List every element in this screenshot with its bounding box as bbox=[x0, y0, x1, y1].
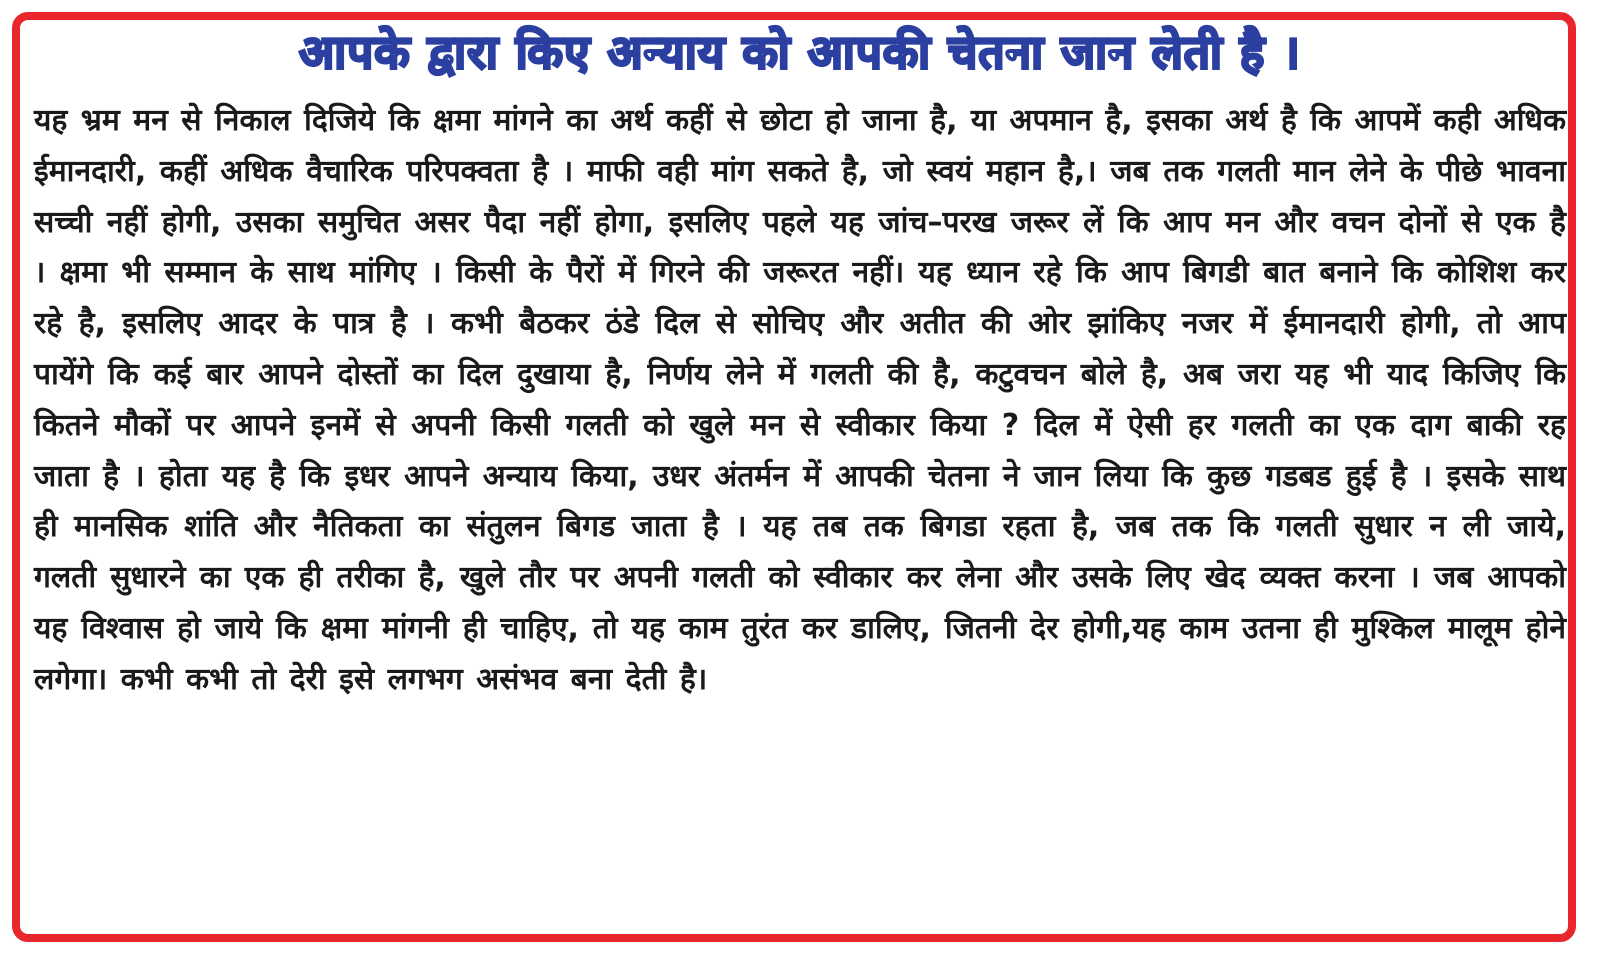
body-paragraph: यह भ्रम मन से निकाल दिजिये कि क्षमा मांगने का अर्थ कहीं से छोटा हो जाना है, या अपमान है, इसका अर्थ है कि आपमें कही अधिक ईमानदारी, कहीं अधिक वैचारिक परिपक्वता है । माफी वही मांग सकते है, जो स्वयं महान है,। जब तक गलती मान लेने के पीछे भावना सच्ची नहीं होगी, उसका समुचित असर पैदा नहीं होगा, इसलिए पहले यह जांच–परख जरूर लें कि आप मन और वचन दोनों से एक है । क्षमा भी सम्मान के साथ मांगिए । किसी के पैरों में गिरने की जरूरत नहीं। यह ध्यान रहे कि आप बिगडी बात बनाने कि कोशिश कर रहे है, इसलिए आदर के पात्र है । कभी बैठकर ठंडे दिल से सोचिए और अतीत की ओर झांकिए नजर में ईमानदारी होगी, तो आप पायेंगे कि कई बार आपने दोस्तों का दिल दुखाया है, निर्णय लेने में गलती की है, कटुवचन बोले है, अब जरा यह भी याद किजिए कि कितने मौकों पर आपने इनमें से अपनी किसी गलती को खुले मन से स्वीकार किया ? दिल में ऐसी हर गलती का एक दाग बाकी रह जाता है । होता यह है कि इधर आपने अन्याय किया, उधर अंतर्मन में आपकी चेतना ने जान लिया कि कुछ गडबड हुई है । इसके साथ ही मानसिक शांति और नैतिकता का संतुलन बिगड जाता है । यह तब तक बिगडा रहता है, जब तक कि गलती सुधार न ली जाये, गलती सुधारने का एक ही तरीका है, खुले तौर पर अपनी गलती को स्वीकार कर लेना और उसके लिए खेद व्यक्त करना । जब आपको यह विश्वास हो जाये कि क्षमा मांगनी ही चाहिए, तो यह काम तुरंत कर डालिए, जितनी देर होगी,यह काम उतना ही मुश्किल मालूम होने लगेगा। कभी कभी तो देरी इसे लगभग असंभव बना देती है। bbox=[34, 103, 1566, 697]
page-title: आपके द्वारा किए अन्याय को आपकी चेतना जान लेती है । bbox=[299, 25, 1301, 79]
